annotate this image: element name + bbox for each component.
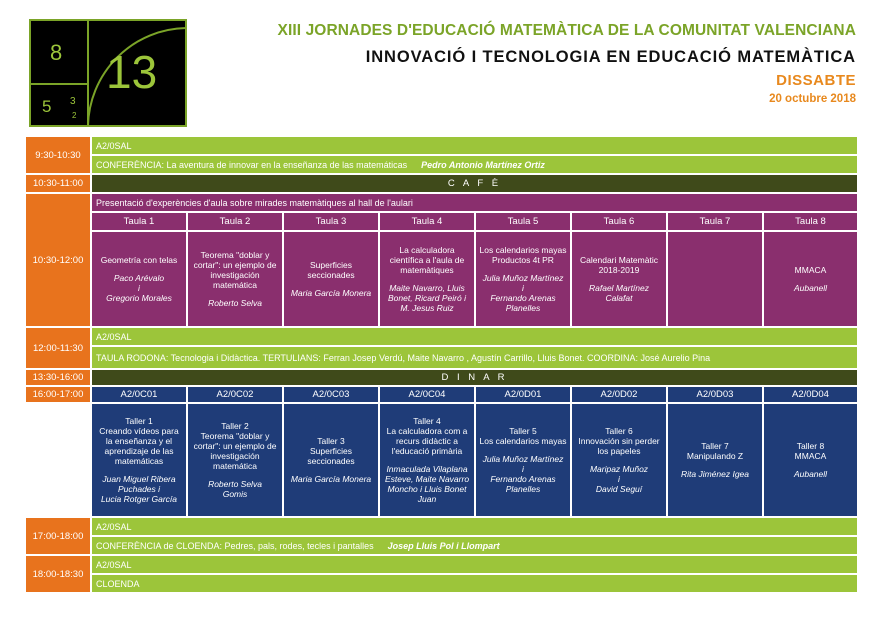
taula-title: Los calendarios mayas Productos 4t PR — [479, 244, 567, 265]
taller-block — [571, 403, 667, 517]
taller-authors: i — [618, 474, 620, 485]
taller-block — [187, 403, 283, 517]
taller-authors: Roberto Selva — [208, 479, 262, 490]
room-label: A2/0SAL — [91, 327, 858, 346]
taller-title: Superficies seccionades — [307, 445, 355, 466]
taller-room: A2/0D01 — [475, 386, 571, 403]
taller-title: Taller 1 — [125, 415, 153, 426]
taller-room: A2/0D04 — [763, 386, 858, 403]
room-label: A2/0SAL — [91, 136, 858, 155]
taller-authors: i — [522, 464, 524, 474]
time-cell: 12:00-11:30 — [25, 327, 91, 369]
logo-3: 3 — [70, 96, 76, 107]
taller-authors: Maria García Monera — [290, 474, 372, 485]
taula-header: Taula 1 — [91, 212, 187, 231]
taula-block — [379, 231, 475, 327]
taller-title: MMACA — [794, 450, 827, 461]
event-subtitle: INNOVACIÓ I TECNOLOGIA EN EDUCACIÓ MATEMÀTICA — [365, 48, 856, 66]
time-cell: 16:00-17:00 — [25, 386, 91, 403]
taula-header: Taula 7 — [667, 212, 763, 231]
taula-header: Taula 5 — [475, 212, 571, 231]
speaker-name: Pedro Antonio Martínez Ortiz — [421, 159, 545, 170]
logo-2: 2 — [72, 111, 77, 120]
taula-header: Taula 2 — [187, 212, 283, 231]
taula-title: La calculadora científica a l'aula de matemàtiques — [389, 244, 465, 275]
presentation-line: Presentació d'experències d'aula sobre mirades matemàtiques al hall de l'aulari — [91, 193, 858, 212]
taller-room: A2/0C04 — [379, 386, 475, 403]
room-label: A2/0SAL — [91, 555, 858, 574]
taula-title: Teorema "doblar y cortar": un ejemplo de investigación matemática — [193, 249, 277, 290]
taller-title: Taller 8 — [796, 440, 825, 451]
taula-block — [283, 231, 379, 327]
taula-block — [763, 231, 858, 327]
break-cafe: C A F È — [91, 174, 858, 193]
taller-block — [91, 403, 187, 517]
taula-block — [91, 231, 187, 327]
taula-block — [187, 231, 283, 327]
round-table-line: TAULA RODONA: Tecnologia i Didàctica. TERTULIANS: Ferran Josep Verdú, Maite Navarro , Agustín Carrillo, Lluis Bonet. COORDINA: José Aurelio Pina — [91, 346, 858, 369]
taula-authors: Paco Arévalo — [113, 272, 165, 283]
taller-block — [475, 403, 571, 517]
taller-title: Innovación sin perder los papeles — [578, 435, 660, 456]
taula-block — [475, 231, 571, 327]
taller-title: Teorema "doblar y cortar": un ejemplo de investigación matemática — [193, 430, 277, 471]
logo-13: 13 — [106, 46, 158, 98]
taller-authors: Julia Muñoz Martínez — [482, 453, 564, 464]
taller-authors: Aubanell — [793, 469, 828, 479]
taula-authors: i — [522, 283, 524, 293]
taller-authors: Rita Jiménez Igea — [680, 469, 750, 479]
taller-room: A2/0D02 — [571, 386, 667, 403]
taller-title: Los calendarios mayas — [479, 435, 567, 446]
taller-title: Taller 4 — [413, 415, 441, 426]
closing-line: CLOENDA — [91, 574, 858, 593]
taula-block — [667, 231, 763, 327]
taller-title: Taller 2 — [221, 420, 249, 431]
closing-conference-line — [91, 536, 858, 555]
taller-authors: David Seguí — [595, 484, 643, 495]
taller-title: Taller 5 — [509, 425, 537, 436]
taller-authors: Maripaz Muñoz — [589, 464, 649, 474]
taula-header: Taula 4 — [379, 212, 475, 231]
taller-authors: Juan Miguel Ribera Puchades i — [102, 474, 176, 495]
conference-title: CONFERÈNCIA de CLOENDA: Pedres, pals, rodes, tecles i pantalles — [96, 540, 374, 551]
conference-title: CONFERÈNCIA: La aventura de innovar en la enseñanza de las matemáticas — [96, 159, 408, 170]
break-lunch: D I N A R — [91, 369, 858, 386]
taller-authors: Fernando Arenas Planelles — [490, 474, 556, 495]
logo-8: 8 — [50, 40, 63, 65]
speaker-name: Josep Lluis Pol i Llompart — [387, 540, 500, 551]
taller-title: Manipulando Z — [686, 450, 744, 461]
taula-authors: Roberto Selva — [208, 298, 262, 309]
taula-authors: Maria García Monera — [290, 288, 372, 298]
taller-room: A2/0C03 — [283, 386, 379, 403]
taula-authors: Aubanell — [793, 283, 828, 293]
time-cell: 18:00-18:30 — [25, 555, 91, 593]
taula-title: Geometría con telas — [100, 254, 178, 265]
taller-block — [763, 403, 858, 517]
taller-authors: Gomis — [222, 489, 248, 500]
taula-header: Taula 6 — [571, 212, 667, 231]
time-cell: 10:30-12:00 — [25, 193, 91, 327]
taller-title: Taller 6 — [605, 425, 633, 436]
event-title: XIII JORNADES D'EDUCACIÓ MATEMÀTICA DE LA COMUNITAT VALENCIANA — [277, 22, 856, 39]
date-label: 20 octubre 2018 — [769, 93, 856, 105]
day-label: DISSABTE — [776, 72, 856, 89]
taller-block — [283, 403, 379, 517]
time-cell: 13:30-16:00 — [25, 369, 91, 386]
taula-authors: Julia Muñoz Martínez — [482, 272, 564, 283]
taller-title: La calculadora com a recurs didàctic a l'educació primària — [386, 425, 468, 456]
taller-room: A2/0C02 — [187, 386, 283, 403]
taller-authors: Inmaculada Vilaplana Esteve, Maite Navarro Moncho i Lluis Bonet Juan — [384, 464, 470, 505]
taller-title: Creando vídeos para la enseñanza y el aprendizaje de las matemáticas — [99, 425, 179, 466]
time-cell: 9:30-10:30 — [25, 136, 91, 174]
taula-authors: Fernando Arenas Planelles — [490, 293, 556, 314]
taula-title: MMACA — [794, 264, 827, 275]
taller-block — [379, 403, 475, 517]
taula-header: Taula 3 — [283, 212, 379, 231]
taula-block — [571, 231, 667, 327]
jornades-logo — [28, 18, 188, 128]
taller-block — [667, 403, 763, 517]
taller-authors: Lucia Rotger García — [100, 494, 178, 505]
time-cell: 17:00-18:00 — [25, 517, 91, 555]
room-label: A2/0SAL — [91, 517, 858, 536]
taller-room: A2/0C01 — [91, 386, 187, 403]
logo-5: 5 — [42, 97, 52, 116]
taula-title: Superficies seccionades — [307, 259, 355, 280]
taller-title: Taller 3 — [317, 435, 345, 446]
taula-authors: i — [138, 283, 140, 293]
taula-authors: Rafael Martínez Calafat — [589, 283, 649, 304]
conference-line — [91, 155, 858, 174]
taula-header: Taula 8 — [763, 212, 858, 231]
time-cell: 10:30-11:00 — [25, 174, 91, 193]
taller-room: A2/0D03 — [667, 386, 763, 403]
taller-title: Taller 7 — [701, 440, 729, 451]
taula-authors: Gregorio Morales — [106, 293, 172, 304]
taula-authors: Maite Navarro, Lluis Bonet, Ricard Peiró i M. Jesus Ruiz — [388, 283, 466, 314]
taula-title: Calendari Matemàtic 2018-2019 — [580, 254, 658, 275]
